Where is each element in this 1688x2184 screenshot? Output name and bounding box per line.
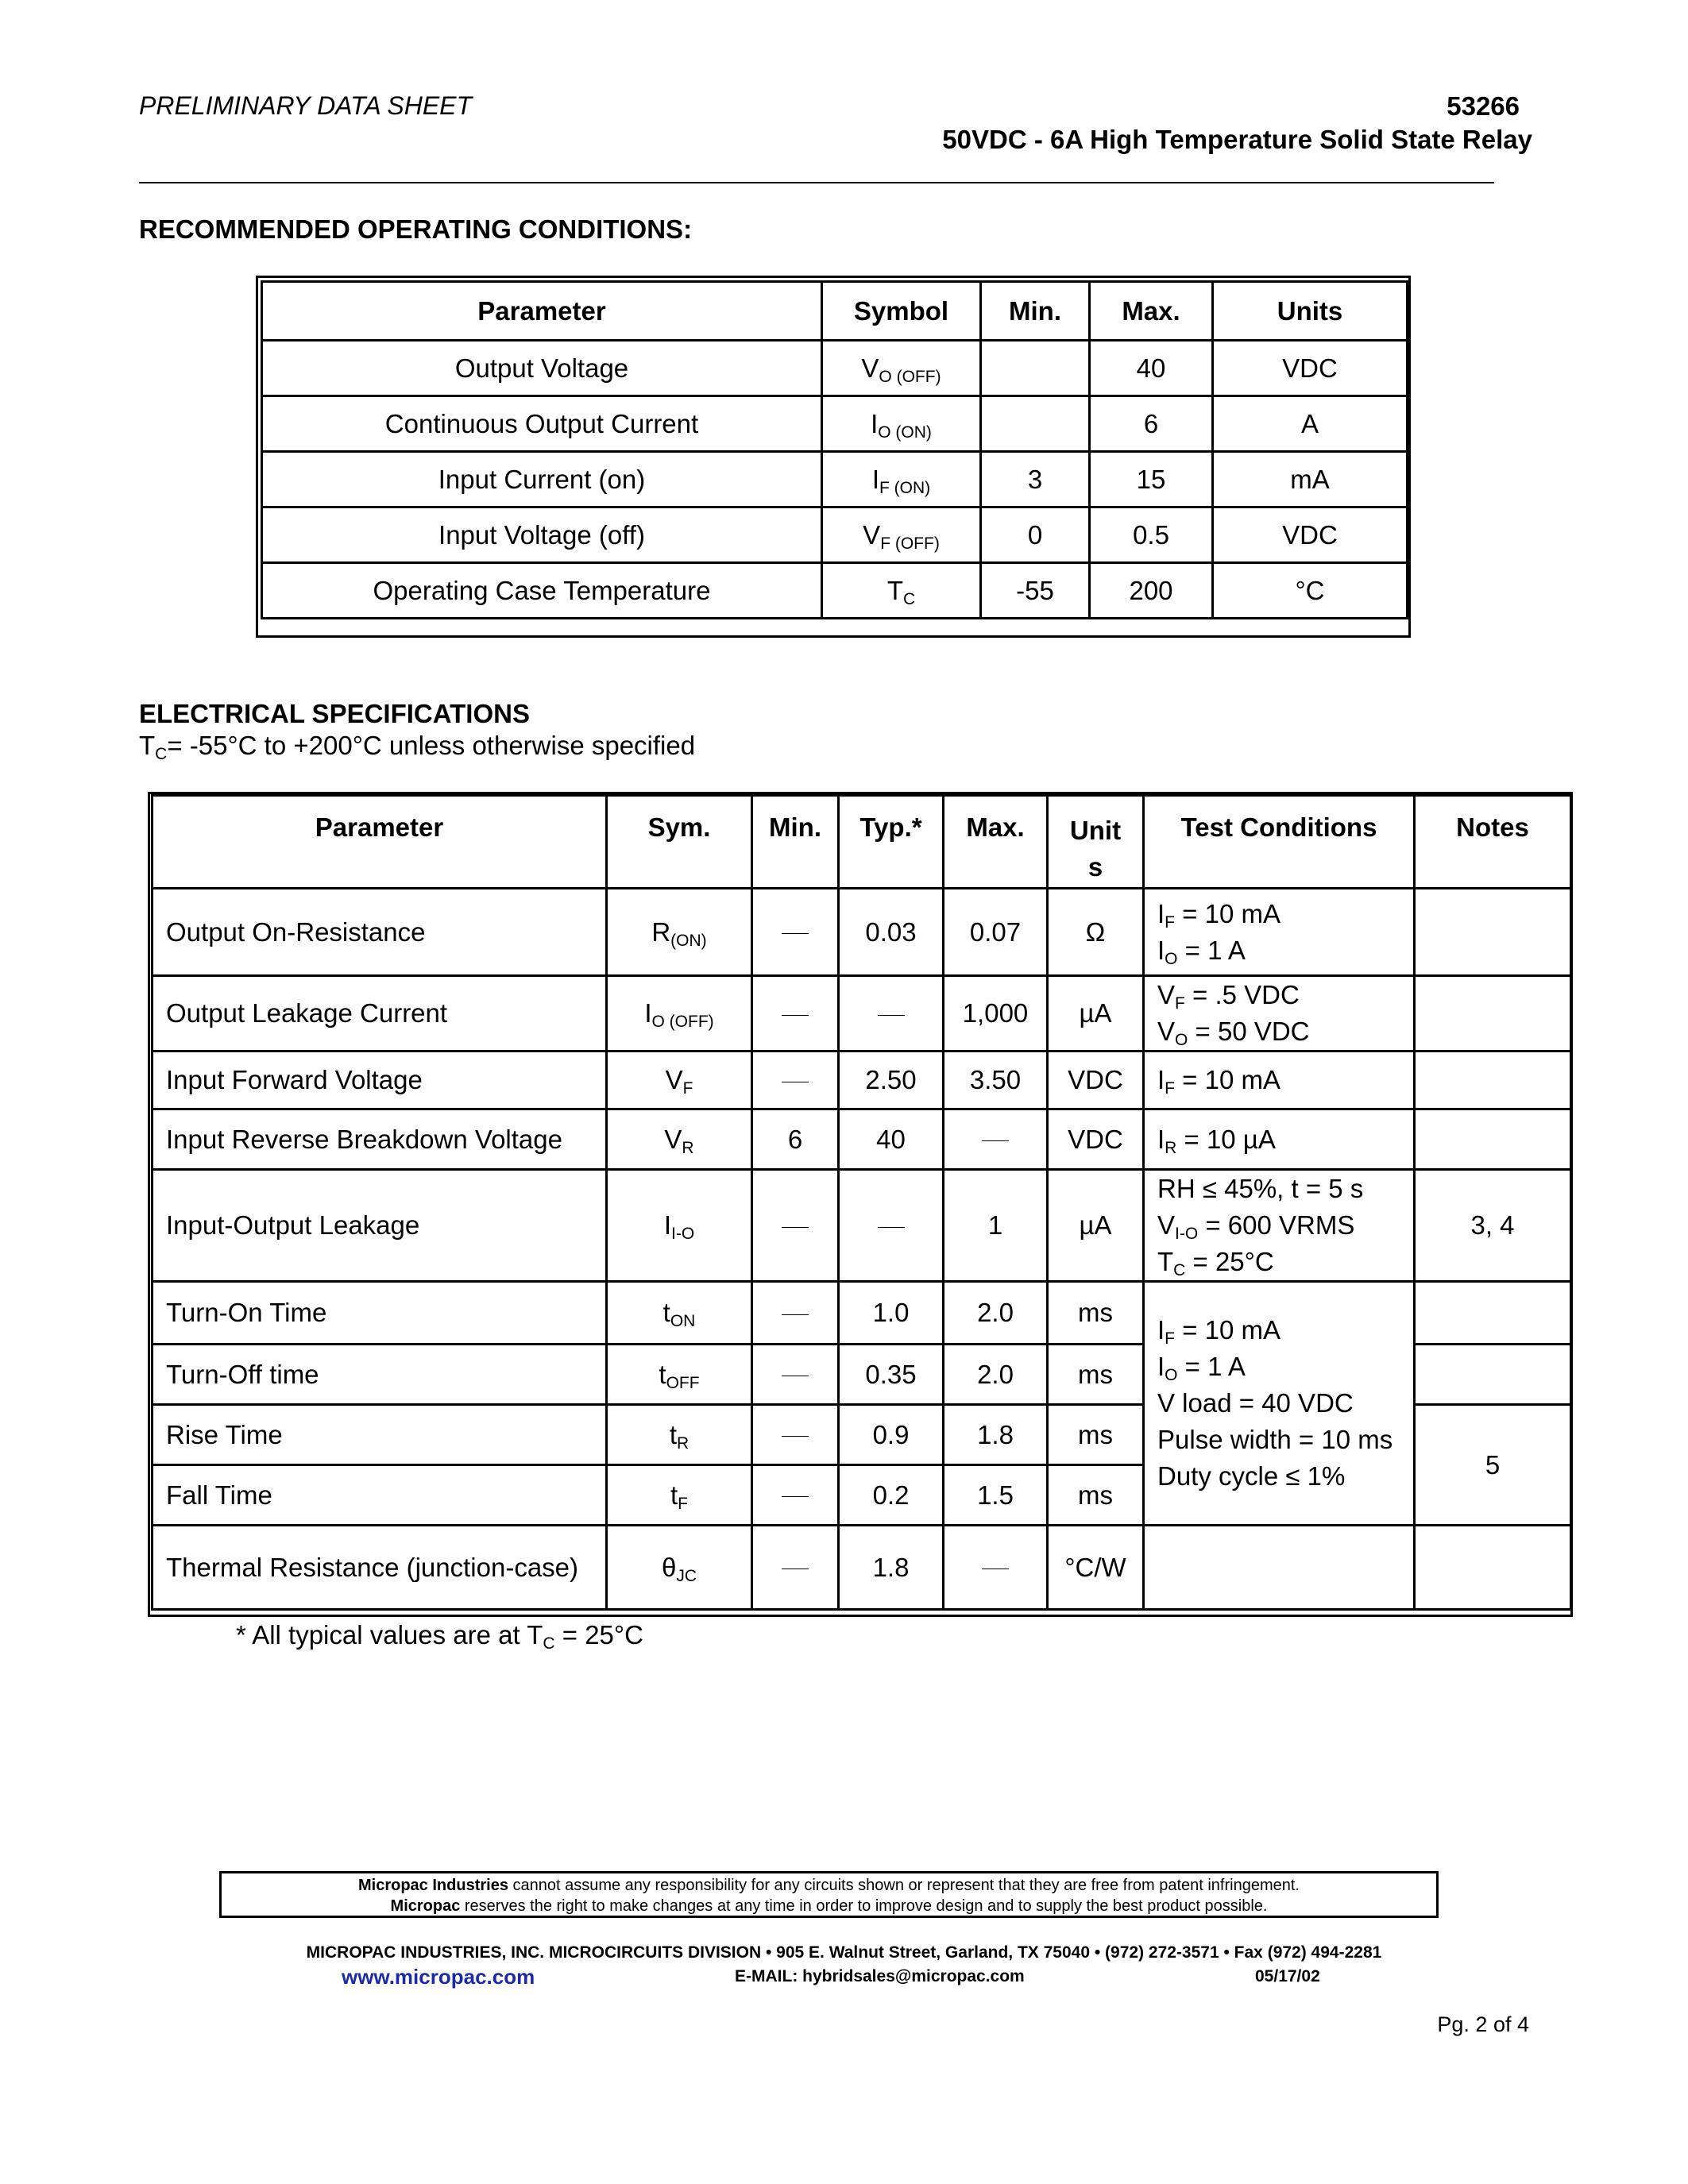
roc-units: VDC [1213,341,1408,396]
elec-row [153,1526,1571,1610]
roc-h-max: Max. [1090,282,1213,341]
condition-line: $I_F = 10$ mA [1157,1065,1280,1098]
roc-row [262,396,1408,452]
elec-param: Input-Output Leakage [153,1170,607,1282]
elec-unit: Ω [1048,889,1144,976]
roc-param: Input Voltage (off) [262,507,822,563]
condition-line: V load = 40 VDC [1157,1388,1354,1418]
elec-typ: 0.35 [839,1345,944,1405]
dash-mark [782,1227,809,1228]
test-conditions [1144,1051,1415,1109]
roc-max: 200 [1090,563,1213,619]
roc-max: 6 [1090,396,1213,452]
elec-row [153,976,1571,1051]
elec-max: 1.8 [944,1405,1048,1465]
roc-symbol: $I_{F (ON)}$ [822,452,981,507]
notes-empty [1415,1109,1571,1170]
elec-max: 2.0 [944,1345,1048,1405]
elec-unit: VDC [1048,1051,1144,1109]
test-conditions [1144,1282,1415,1526]
condition-line: $T_C = 25^\circ C$ [1157,1247,1274,1279]
roc-header-row [262,282,1408,341]
elec-header-row [153,796,1571,889]
roc-param: Input Current (on) [262,452,822,507]
elec-param: Turn-Off time [153,1345,607,1405]
test-conditions [1144,1170,1415,1282]
elec-h-test-conditions: Test Conditions [1144,796,1415,889]
elec-unit: ms [1048,1405,1144,1465]
elec-param: Input Reverse Breakdown Voltage [153,1109,607,1170]
elec-row [153,1051,1571,1109]
elec-min [752,1170,839,1282]
elec-min [752,1465,839,1526]
elec-symbol: $R_{(ON)}$ [607,889,752,976]
roc-h-units: Units [1213,282,1408,341]
revision-date: 05/17/02 [1255,1967,1320,1985]
dash-mark [782,1496,809,1497]
elec-min: 6 [752,1109,839,1170]
roc-max: 40 [1090,341,1213,396]
elec-typ [839,1170,944,1282]
elec-typ: 2.50 [839,1051,944,1109]
dash-mark [878,1015,905,1016]
elec-h-typ: Typ.* [839,796,944,889]
elec-symbol: $V_R$ [607,1109,752,1170]
roc-title: RECOMMENDED OPERATING CONDITIONS: [139,214,693,244]
roc-units: mA [1213,452,1408,507]
condition-line: $I_F = 10$ mA [1157,898,1280,932]
roc-row [262,507,1408,563]
page-number: Pg. 2 of 4 [1437,2012,1529,2036]
elec-h-min: Min. [752,796,839,889]
elec-param: Output Leakage Current [153,976,607,1051]
elec-min [752,976,839,1051]
elec-param: Thermal Resistance (junction-case) [153,1526,607,1610]
elec-min [752,1282,839,1345]
elec-param: Fall Time [153,1465,607,1526]
elec-unit: VDC [1048,1109,1144,1170]
elec-min [752,1345,839,1405]
elec-symbol: $t_R$ [607,1405,752,1465]
elec-row [153,889,1571,976]
test-conditions [1144,976,1415,1051]
elec-max: 2.0 [944,1282,1048,1345]
elec-unit: ms [1048,1345,1144,1405]
notes-empty [1415,1051,1571,1109]
condition-line: Duty cycle ≤ 1% [1157,1461,1346,1491]
test-conditions [1144,1109,1415,1170]
elec-typ: 40 [839,1109,944,1170]
elec-param: Turn-On Time [153,1282,607,1345]
condition-line: $V_F = .5$ VDC [1157,980,1300,1013]
condition-line: $V_O = 50$ VDC [1157,1017,1310,1049]
elec-max: 1 [944,1170,1048,1282]
elec-min [752,889,839,976]
elec-max: 3.50 [944,1051,1048,1109]
roc-min: 0 [981,507,1090,563]
email-address[interactable]: E-MAIL: hybridsales@micropac.com [735,1967,1025,1985]
elec-symbol: $\theta_{JC}$ [607,1526,752,1610]
elec-typ: 0.9 [839,1405,944,1465]
roc-row [262,341,1408,396]
header-rule [139,182,1494,183]
disclaimer-line-1: Micropac Industries cannot assume any responsibility for any circuits shown or represent that they are free from patent infringement. [358,1877,1300,1894]
elec-table [151,794,1572,1611]
elec-max [944,1526,1048,1610]
typical-footnote: * All typical values are at $T_C = 25^\circ C$ [236,1620,643,1653]
elec-param: Rise Time [153,1405,607,1465]
roc-max: 0.5 [1090,507,1213,563]
dash-mark [782,1314,809,1315]
elec-row [153,1282,1571,1345]
elec-title: ELECTRICAL SPECIFICATIONS [139,699,530,728]
roc-symbol: $V_{O (OFF)}$ [822,341,981,396]
condition-line: Pulse width = 10 ms [1157,1425,1393,1454]
elec-row [153,1170,1571,1282]
test-conditions-empty [1144,1526,1415,1610]
elec-symbol: $V_F$ [607,1051,752,1109]
roc-param: Output Voltage [262,341,822,396]
doc-type: PRELIMINARY DATA SHEET [139,91,473,120]
elec-h-units: Unit s [1048,796,1144,889]
elec-symbol: $t_F$ [607,1465,752,1526]
elec-h-sym: Sym. [607,796,752,889]
roc-param: Continuous Output Current [262,396,822,452]
roc-units: VDC [1213,507,1408,563]
condition-line: $I_O = 1$ A [1157,1352,1246,1384]
roc-row [262,452,1408,507]
roc-h-param: Parameter [262,282,822,341]
elec-min [752,1526,839,1610]
elec-h-notes: Notes [1415,796,1571,889]
elec-h-max: Max. [944,796,1048,889]
roc-symbol: $V_{F (OFF)}$ [822,507,981,563]
roc-table [261,280,1408,619]
roc-row [262,563,1408,619]
elec-unit: µA [1048,976,1144,1051]
notes-empty [1415,1526,1571,1610]
dash-mark [782,1015,809,1016]
elec-typ: 0.2 [839,1465,944,1526]
condition-line: $I_F = 10$ mA [1157,1315,1280,1348]
notes: 3, 4 [1415,1170,1571,1282]
elec-max: 1,000 [944,976,1048,1051]
roc-min [981,396,1090,452]
elec-h-param: Parameter [153,796,607,889]
roc-min: 3 [981,452,1090,507]
notes-empty [1415,1282,1571,1345]
disclaimer-line-2: Micropac reserves the right to make changes at any time in order to improve design and to supply the best product possible. [390,1897,1268,1915]
elec-max [944,1109,1048,1170]
elec-typ: 1.0 [839,1282,944,1345]
notes-empty [1415,1345,1571,1405]
elec-symbol: $I_{O (OFF)}$ [607,976,752,1051]
elec-param: Output On-Resistance [153,889,607,976]
dash-mark [878,1227,905,1228]
elec-max: 0.07 [944,889,1048,976]
dash-mark [782,1436,809,1437]
roc-param: Operating Case Temperature [262,563,822,619]
disclaimer-box [219,1871,1439,1918]
roc-max: 15 [1090,452,1213,507]
elec-typ: 0.03 [839,889,944,976]
elec-symbol: $t_{ON}$ [607,1282,752,1345]
elec-max: 1.5 [944,1465,1048,1526]
company-address: MICROPAC INDUSTRIES, INC. MICROCIRCUITS DIVISION • 905 E. Walnut Street, Garland, TX 75040 • (972) 272-3571 • Fax (972) 494-2281 [306,1943,1382,1962]
elec-subtitle: $T_C= -55^\circ C$ to +200°C unless otherwise specified [139,731,696,763]
elec-row [153,1109,1571,1170]
roc-units: A [1213,396,1408,452]
elec-param: Input Forward Voltage [153,1051,607,1109]
notes-empty [1415,976,1571,1051]
roc-symbol: $T_C$ [822,563,981,619]
elec-unit: ms [1048,1282,1144,1345]
roc-h-min: Min. [981,282,1090,341]
test-conditions [1144,889,1415,976]
dash-mark [782,933,809,934]
elec-typ: 1.8 [839,1526,944,1610]
roc-min: -55 [981,563,1090,619]
notes-empty [1415,889,1571,976]
elec-unit: µA [1048,1170,1144,1282]
dash-mark [982,1140,1009,1141]
roc-min [981,341,1090,396]
condition-line: $I_R = 10$ µA [1157,1124,1276,1157]
roc-h-symbol: Symbol [822,282,981,341]
notes: 5 [1415,1405,1571,1526]
condition-line: RH ≤ 45%, t = 5 s [1157,1174,1364,1203]
elec-unit: °C/W [1048,1526,1144,1610]
website-link[interactable]: www.micropac.com [342,1965,535,1989]
elec-symbol: $I_{I-O}$ [607,1170,752,1282]
condition-line: $I_O = 1$ A [1157,935,1246,968]
part-number: 53266 [1447,91,1520,121]
elec-typ [839,976,944,1051]
elec-unit: ms [1048,1465,1144,1526]
doc-title: 50VDC - 6A High Temperature Solid State Relay [942,125,1532,154]
elec-min [752,1051,839,1109]
roc-units: °C [1213,563,1408,619]
condition-line: $V_{I-O} = 600$ VRMS [1157,1210,1355,1243]
elec-min [752,1405,839,1465]
roc-symbol: $I_{O (ON)}$ [822,396,981,452]
elec-symbol: $t_{OFF}$ [607,1345,752,1405]
